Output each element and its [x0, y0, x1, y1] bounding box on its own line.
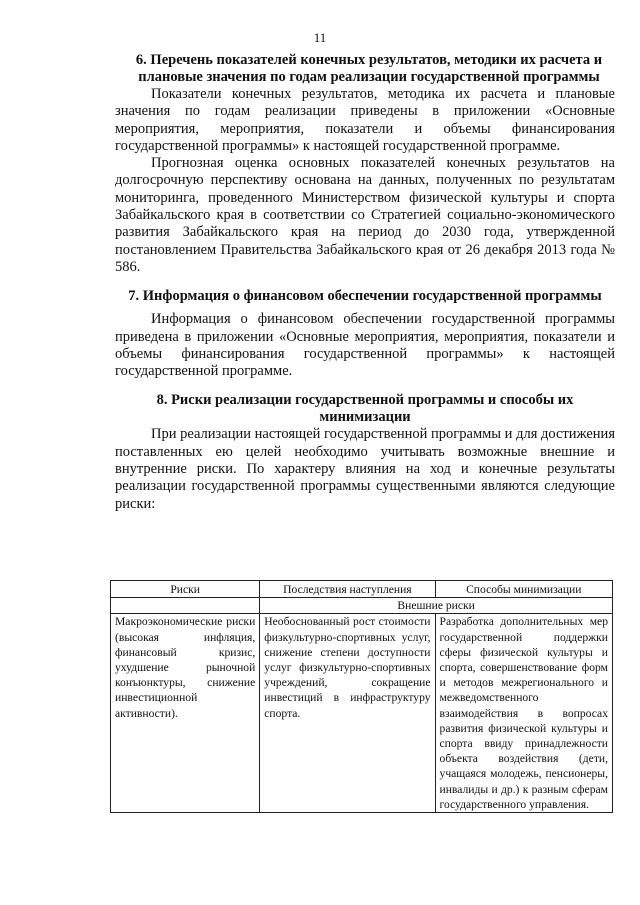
mitigation-cell: Разработка дополнительных мер государственной поддержки сферы физической культуры и спорта, совершенствование форм и методов межрегионального и межведомственного взаимодействия в вопросах развития физической культуры и спорта ввиду принадлежности объекта воздействия (дети, учащаяся молодежь, пенсионеры, инвалиды и др.) к разным сферам государственного управления.: [435, 614, 612, 813]
section-8-paragraph-1: При реализации настоящей государственной программы и для достижения поставленных ею целей необходимо учитывать возможные внешние и внутренние риски. По характеру влияния на ход и конечные результаты реализации государственной программы существенными являются следующие риски:: [115, 426, 615, 512]
section-7-paragraph-1: Информация о финансовом обеспечении государственной программы приведена в приложении «Основные мероприятия, мероприятия, показатели и объемы финансирования государственной программы» к настоящей государственной программе.: [115, 311, 615, 380]
section-8: [115, 392, 615, 512]
document-body: [115, 52, 615, 513]
risks-table: [110, 580, 613, 813]
group-label: Внешние риски: [397, 599, 475, 613]
section-7: [115, 288, 615, 380]
group-external-risks: [260, 598, 613, 614]
risk-cell: Макроэкономические риски (высокая инфляция, финансовый кризис, ухудшение рыночной конъюнктуры, снижение инвестиционной активности).: [111, 614, 260, 813]
section-6-heading: 6. Перечень показателей конечных результатов, методики их расчета и плановые значения по годам реализации государственной программы: [135, 52, 603, 85]
section-8-heading: 8. Риски реализации государственной программы и способы их минимизации: [156, 392, 574, 426]
page-number: 11: [313, 30, 327, 45]
table-group-row: [111, 598, 613, 614]
section-6-paragraph-1: Показатели конечных результатов, методика их расчета и плановые значения по годам реализации приведены в приложении «Основные мероприятия, мероприятия, показатели и объемы финансирования государственной программы» к настоящей государственной программе.: [115, 86, 615, 154]
header-mitigation: Способы минимизации: [435, 581, 612, 598]
section-6: [115, 52, 615, 276]
section-6-paragraph-2: Прогнозная оценка основных показателей конечных результатов на долгосрочную перспективу основана на данных, полученных по результатам мониторинга, проведенного Министерством физической культуры и спорта Забайкальского края в соответствии со Стратегией социально-экономического развития Забайкальского края на период до 2030 года, утвержденной постановлением Правительства Забайкальского края от 26 декабря 2013 года № 586.: [115, 155, 615, 275]
header-consequences: Последствия наступления: [260, 581, 435, 598]
table-header-row: [111, 581, 613, 598]
consequence-cell: Необоснованный рост стоимости физкультурно-спортивных услуг, снижение степени доступности услуг физкультурно-спортивных учреждений, сокращение инвестиций в инфраструктуру спорта.: [260, 614, 435, 813]
table-row: [111, 614, 613, 813]
section-7-heading: 7. Информация о финансовом обеспечении государственной программы: [128, 288, 602, 305]
header-risks: Риски: [111, 581, 260, 598]
